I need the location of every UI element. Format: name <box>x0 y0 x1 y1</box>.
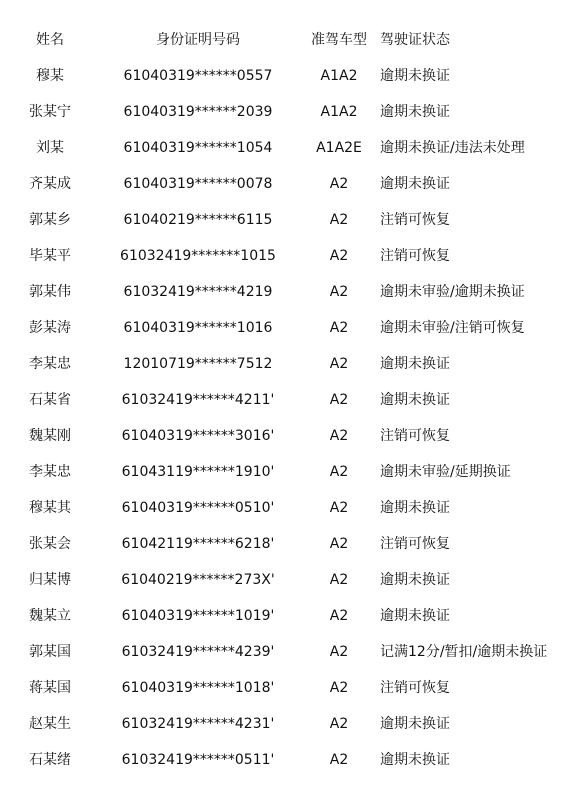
cell-license-class: A2 <box>329 356 349 372</box>
cell-name: 郭某乡 <box>29 212 71 228</box>
cell-license-class: A2 <box>329 536 349 552</box>
cell-license-class: A2 <box>329 680 349 696</box>
cell-status: 逾期未审验/延期换证 <box>380 464 511 480</box>
cell-id-number: 61032419*******1015 <box>120 248 276 264</box>
cell-id-number: 61042119******6218' <box>121 536 275 552</box>
table-row <box>0 454 584 490</box>
table-row <box>0 634 584 670</box>
cell-id-number: 61040319******3016' <box>121 428 275 444</box>
cell-name: 刘某 <box>36 140 64 156</box>
table-row <box>0 346 584 382</box>
cell-id-number: 61040319******1019' <box>121 608 275 624</box>
cell-status: 逾期未换证 <box>380 104 450 120</box>
cell-id-number: 61040319******1054 <box>123 140 273 156</box>
table-row <box>0 58 584 94</box>
cell-license-class: A2 <box>329 248 349 264</box>
cell-id-number: 61040319******0078 <box>123 176 273 192</box>
cell-name: 石某省 <box>29 392 71 408</box>
cell-name: 齐某成 <box>29 176 71 192</box>
cell-license-class: A2 <box>329 644 349 660</box>
cell-id-number: 61032419******4211' <box>121 392 275 408</box>
table-row <box>0 526 584 562</box>
cell-status: 逾期未换证 <box>380 392 450 408</box>
cell-id-number: 61040219******273X' <box>121 572 275 588</box>
cell-license-class: A2 <box>329 716 349 732</box>
cell-name: 张某会 <box>29 536 71 552</box>
cell-id-number: 61040219******6115 <box>123 212 273 228</box>
cell-status: 逾期未换证 <box>380 572 450 588</box>
cell-name: 魏某立 <box>29 608 71 624</box>
header-status: 驾驶证状态 <box>380 32 450 48</box>
cell-name: 穆某其 <box>29 500 71 516</box>
cell-license-class: A2 <box>329 320 349 336</box>
cell-name: 蒋某国 <box>29 680 71 696</box>
cell-status: 逾期未换证 <box>380 176 450 192</box>
cell-status: 注销可恢复 <box>380 680 450 696</box>
cell-name: 归某博 <box>29 572 71 588</box>
cell-status: 逾期未换证 <box>380 752 450 768</box>
cell-id-number: 61032419******0511' <box>121 752 275 768</box>
cell-status: 注销可恢复 <box>380 212 450 228</box>
table-row <box>0 166 584 202</box>
table-row <box>0 706 584 742</box>
cell-status: 逾期未审验/逾期未换证 <box>380 284 525 300</box>
cell-status: 记满12分/暂扣/逾期未换证 <box>380 644 548 660</box>
cell-license-class: A2 <box>329 572 349 588</box>
cell-name: 李某忠 <box>29 464 71 480</box>
cell-id-number: 61040319******0557 <box>123 68 273 84</box>
cell-license-class: A2 <box>329 284 349 300</box>
header-id-number: 身份证明号码 <box>156 32 240 48</box>
cell-id-number: 61032419******4239' <box>121 644 275 660</box>
cell-name: 石某绪 <box>29 752 71 768</box>
cell-name: 张某宁 <box>29 104 71 120</box>
cell-license-class: A2 <box>329 212 349 228</box>
table-row <box>0 94 584 130</box>
cell-name: 魏某刚 <box>29 428 71 444</box>
cell-status: 逾期未换证 <box>380 68 450 84</box>
table-row <box>0 742 584 778</box>
table-row <box>0 238 584 274</box>
table-row <box>0 490 584 526</box>
cell-id-number: 12010719******7512 <box>123 356 273 372</box>
cell-status: 逾期未审验/注销可恢复 <box>380 320 525 336</box>
cell-status: 逾期未换证/违法未处理 <box>380 140 525 156</box>
table-row <box>0 274 584 310</box>
cell-license-class: A2 <box>329 428 349 444</box>
cell-license-class: A2 <box>329 500 349 516</box>
cell-license-class: A2 <box>329 392 349 408</box>
cell-status: 逾期未换证 <box>380 356 450 372</box>
cell-license-class: A2 <box>329 752 349 768</box>
cell-name: 赵某生 <box>29 716 71 732</box>
cell-license-class: A1A2 <box>320 104 358 120</box>
cell-id-number: 61040319******1018' <box>121 680 275 696</box>
cell-id-number: 61040319******1016 <box>123 320 273 336</box>
cell-license-class: A2 <box>329 464 349 480</box>
table-row <box>0 130 584 166</box>
cell-name: 郭某国 <box>29 644 71 660</box>
cell-id-number: 61032419******4231' <box>121 716 275 732</box>
table-header-row <box>0 22 584 58</box>
cell-status: 注销可恢复 <box>380 248 450 264</box>
cell-name: 穆某 <box>36 68 64 84</box>
table-row <box>0 598 584 634</box>
cell-license-class: A1A2 <box>320 68 358 84</box>
cell-status: 注销可恢复 <box>380 428 450 444</box>
cell-id-number: 61032419******4219 <box>123 284 273 300</box>
cell-id-number: 61043119******1910' <box>121 464 275 480</box>
cell-status: 逾期未换证 <box>380 500 450 516</box>
table-row <box>0 562 584 598</box>
cell-id-number: 61040319******2039 <box>123 104 273 120</box>
cell-name: 李某忠 <box>29 356 71 372</box>
table-row <box>0 310 584 346</box>
cell-status: 注销可恢复 <box>380 536 450 552</box>
cell-license-class: A2 <box>329 608 349 624</box>
table-row <box>0 670 584 706</box>
cell-id-number: 61040319******0510' <box>121 500 275 516</box>
cell-status: 逾期未换证 <box>380 716 450 732</box>
header-name: 姓名 <box>36 32 64 48</box>
cell-status: 逾期未换证 <box>380 608 450 624</box>
cell-license-class: A1A2E <box>316 140 362 156</box>
cell-name: 毕某平 <box>29 248 71 264</box>
cell-license-class: A2 <box>329 176 349 192</box>
cell-name: 彭某涛 <box>29 320 71 336</box>
cell-name: 郭某伟 <box>29 284 71 300</box>
table-row <box>0 382 584 418</box>
table-row <box>0 418 584 454</box>
table-row <box>0 202 584 238</box>
header-license-class: 准驾车型 <box>311 32 367 48</box>
